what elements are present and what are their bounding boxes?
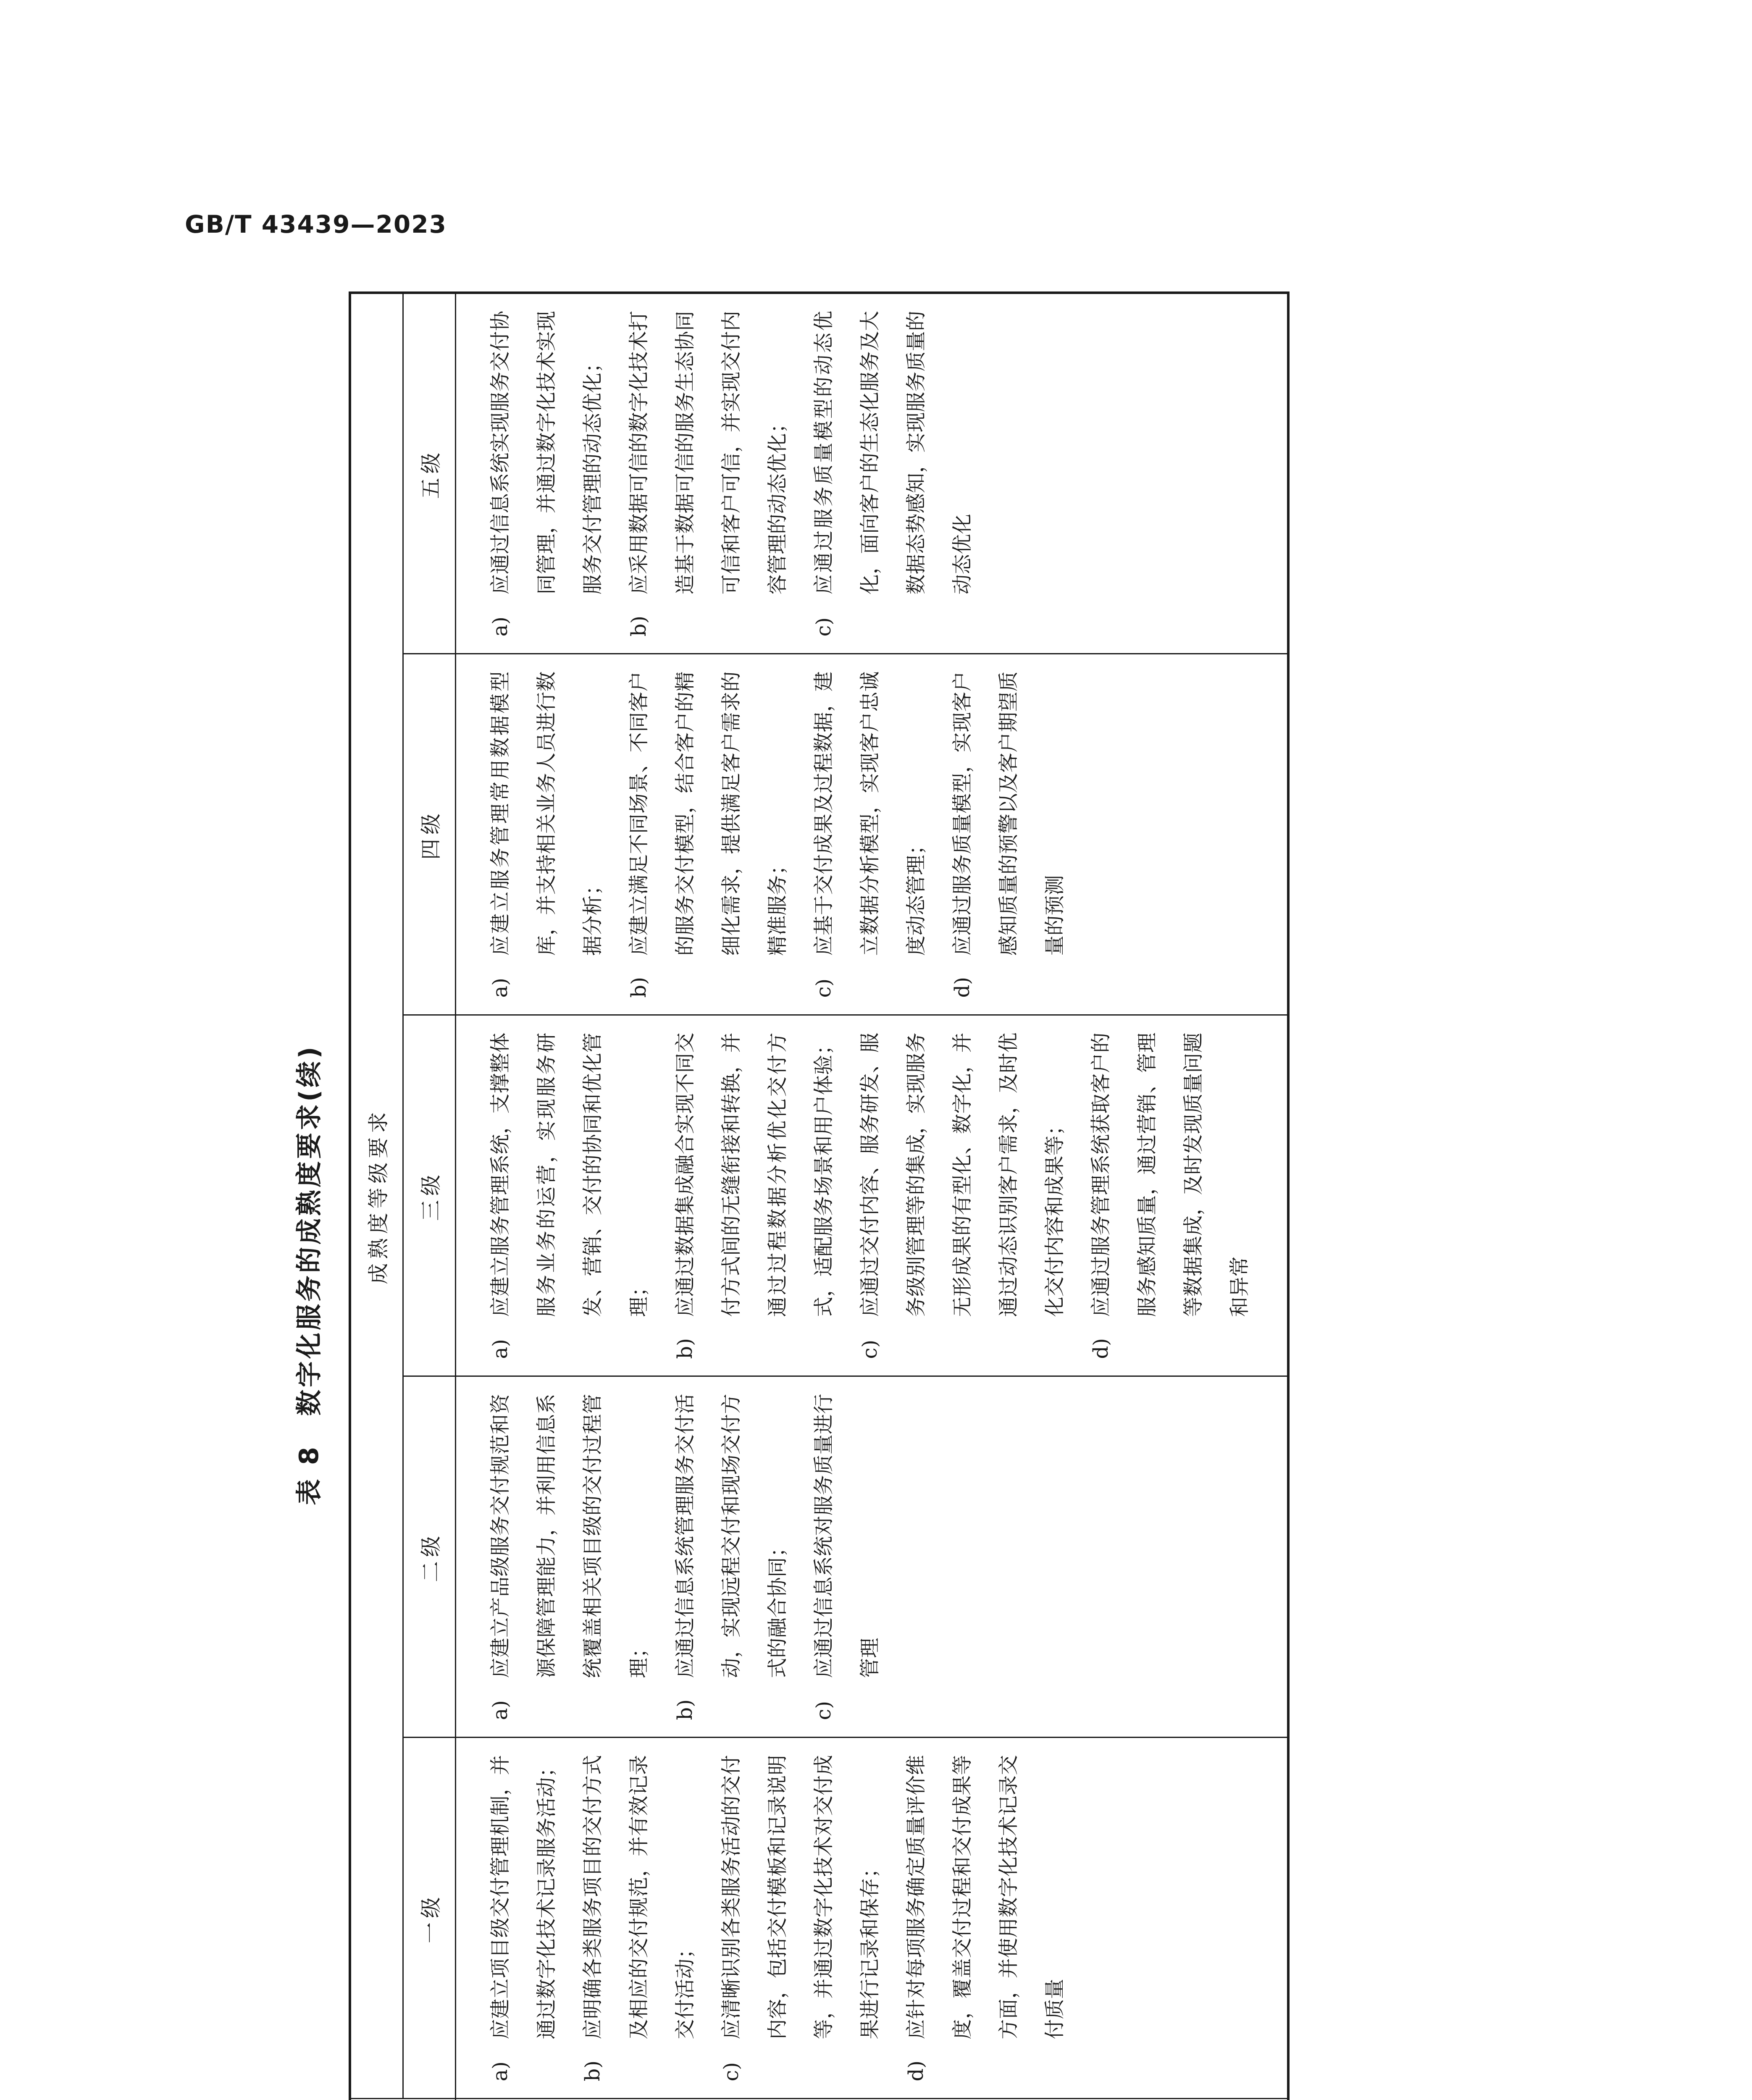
item-marker: a) [489,1700,512,1720]
item-marker: d) [904,2061,928,2082]
item-marker: b) [581,2061,604,2082]
level-5-cell [456,293,1289,654]
list-item [801,672,939,998]
item-text: 应通过信息系统对服务质量进行管理 [812,1394,882,1678]
item-marker: a) [489,978,512,998]
item-marker: c) [812,978,835,998]
list-item [801,1394,893,1720]
list-item [1078,1033,1263,1359]
item-marker: b) [627,616,651,637]
list-item [477,1033,662,1359]
list-item [801,311,985,637]
list-item [708,1755,893,2082]
item-marker: a) [489,617,512,637]
item-marker: b) [673,1338,697,1359]
list-item [662,1033,847,1359]
item-text: 应通过服务质量模型，实现客户感知质量的预警以及客户期望质量的预测 [951,671,1066,956]
level-4-cell [456,654,1289,1015]
item-marker: c) [720,2062,743,2082]
list-item [477,1755,570,2082]
item-text: 应采用数据可信的数字化技术打造基于数据可信的服务生态协同可信和客户可信，并实现交付内容管理的动态优化； [627,310,789,595]
list-item [662,1394,801,1720]
level-3-cell [456,1015,1289,1376]
item-text: 应通过服务质量模型的动态优化，面向客户的生态化服务及大数据态势感知，实现服务质量的动态优化 [812,310,974,595]
item-marker: d) [951,977,974,998]
item-marker: b) [673,1699,697,1720]
item-marker: a) [489,2061,512,2082]
item-text: 应基于交付成果及过程数据，建立数据分析模型，实现客户忠诚度动态管理； [812,671,928,956]
level-2-cell [456,1376,1289,1738]
item-text: 应明确各类服务项目的交付方式及相应的交付规范，并有效记录交付活动； [581,1755,697,2040]
rotated-table-content [273,294,1290,2100]
header-level-3: 三级 [403,1015,456,1376]
header-level-1: 一级 [403,1738,456,2099]
item-text: 应建立项目级交付管理机制，并通过数字化技术记录服务活动； [489,1755,558,2040]
item-text: 应针对每项服务确定质量评价维度，覆盖交付过程和交付成果等方面，并使用数字化技术记录交付质量 [904,1755,1066,2040]
item-marker: c) [812,617,835,637]
item-marker: b) [627,977,651,998]
list-item [616,311,801,637]
list-item [477,672,616,998]
header-level-2: 二级 [403,1376,456,1738]
list-item [570,1755,708,2082]
item-text: 应建立满足不同场景、不同客户的服务交付模型，结合客户的精细化需求，提供满足客户需求的精准服务； [627,671,789,956]
item-text: 应建立产品级服务交付规范和资源保障管理能力，并利用信息系统覆盖相关项目级的交付过程管理； [489,1394,651,1678]
item-marker: d) [1089,1338,1113,1359]
maturity-table [349,291,1290,2100]
list-item [616,672,801,998]
item-text: 应清晰识别各类服务活动的交付内容，包括交付模板和记录说明等，并通过数字化技术对交付成果进行记录和保存； [720,1755,882,2040]
header-level-5: 五级 [403,293,456,654]
table-row [456,293,1289,2100]
table-caption: 表 8 数字化服务的成熟度要求(续) [293,1044,324,1505]
item-text: 应通过交付内容、服务研发、服务级别管理等的集成，实现服务无形成果的有型化、数字化，并通过动态识别客户需求，及时优化交付内容和成果等； [858,1032,1066,1317]
item-text: 应通过信息系统管理服务交付活动，实现远程交付和现场交付方式的融合协同； [673,1394,789,1678]
header-maturity-requirements: 成熟度等级要求 [350,293,403,2099]
standard-number: GB/T 43439—2023 [185,210,447,239]
item-text: 应通过数据集成融合实现不同交付方式间的无缝衔接和转换，并通过过程数据分析优化交付方式，适配服务场景和用户体验； [673,1032,835,1317]
level-1-cell [456,1738,1289,2099]
item-text: 应建立服务管理常用数据模型库，并支持相关业务人员进行数据分析； [489,671,604,956]
rotated-table-area [273,294,1290,2100]
item-marker: c) [812,1701,835,1720]
list-item [477,1394,662,1720]
item-marker: a) [489,1339,512,1359]
item-marker: c) [858,1339,882,1359]
list-item [939,672,1078,998]
list-item [477,311,616,637]
item-text: 应通过信息系统实现服务交付协同管理，并通过数字化技术实现服务交付管理的动态优化； [489,310,604,595]
item-text: 应通过服务管理系统获取客户的服务感知质量，通过营销、管理等数据集成，及时发现质量问题和异常 [1089,1032,1251,1317]
header-level-4: 四级 [403,654,456,1015]
list-item [893,1755,1078,2082]
item-text: 应建立服务管理系统，支撑整体服务业务的运营，实现服务研发、营销、交付的协同和优化管理； [489,1032,651,1317]
list-item [847,1033,1078,1359]
